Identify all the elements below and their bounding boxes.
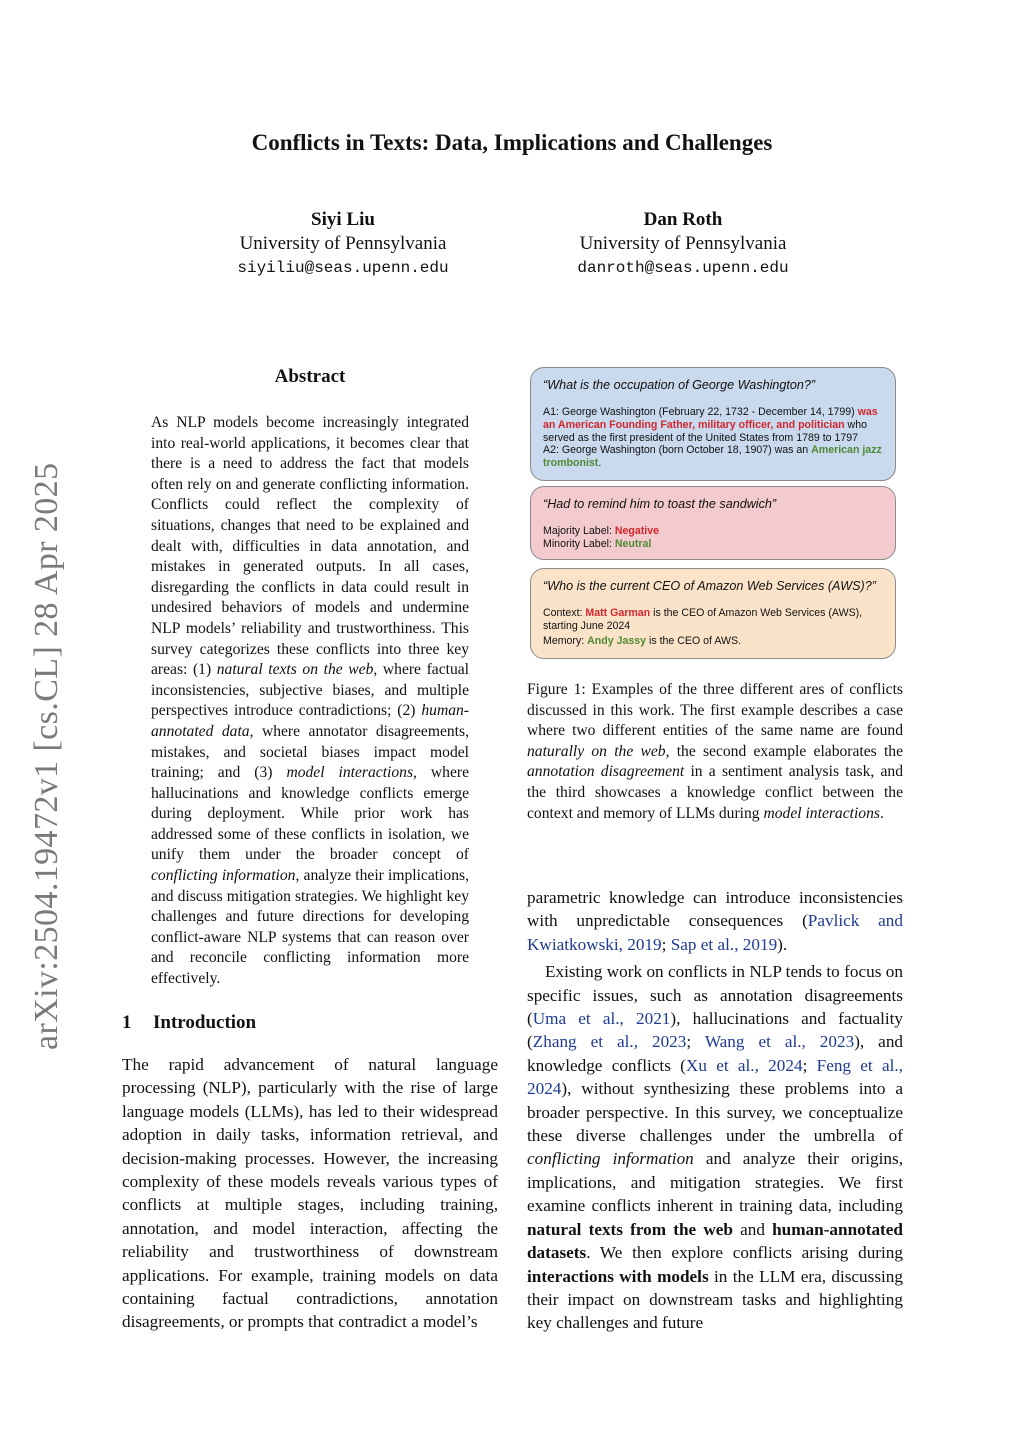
author-name: Dan Roth <box>643 209 723 230</box>
author-email: danroth@seas.upenn.edu <box>577 259 789 277</box>
arxiv-stamp: arXiv:2504.19472v1 [cs.CL] 28 Apr 2025 <box>28 462 65 1050</box>
author-2 <box>523 208 843 280</box>
abstract-body: As NLP models become increasingly integrated into real-world applications, it becomes clear that there is a need to address the fact that models often rely on and generate conflicting information. Conflicts could reflect the complexity of situations, changes that need to be explained and dealt with, difficulties in data annotation, and mistakes in generated outputs. In all cases, disregarding the conflicts in data could result in undesired behaviors of models and undermine NLP models’ reliability and trustworthiness. This survey categorizes these conflicts into three key areas: (1) natural texts on the web, where factual inconsistencies, subjective biases, and multiple perspectives introduce contradictions; (2) human-annotated data, where annotator disagreements, mistakes, and societal biases impact model training; and (3) model interactions, where hallucinations and knowledge conflicts emerge during deployment. While prior work has addressed some of these conflicts in isolation, we unify them under the broader concept of conflicting information, analyze their implications, and discuss mitigation strategies. We highlight key challenges and future directions for developing conflict-aware NLP systems that can reason over and reconcile conflicting information more effectively. <box>151 414 469 988</box>
author-affiliation: University of Pennsylvania <box>239 233 447 254</box>
citation-link[interactable]: Zhang et al., 2023 <box>532 1032 687 1052</box>
author-name: Siyi Liu <box>311 209 375 230</box>
figure-box-annotation: “Had to remind him to toast the sandwich” Majority Label: Negative Minority Label: Neutral <box>530 486 896 560</box>
citation-link[interactable]: Sap et al., 2019 <box>670 934 778 954</box>
section-heading: 1 Introduction <box>122 1012 257 1033</box>
author-affiliation: University of Pennsylvania <box>579 233 787 254</box>
paragraph: Existing work on conflicts in NLP tends to focus on specific issues, such as annotation disagreements (Uma et al., 2021), hallucinations and factuality (Zhang et al., 2023; Wang et al., 2023), and knowledge conflicts (Xu et al., 2024; Feng et al., 2024), without synthesizing these problems into a broader perspective. In this survey, we conceptualize these diverse challenges under the umbrella of conflicting information and analyze their origins, implications, and mitigation strategies. We first examine conflicts inherent in training data, including natural texts from the web and human-annotated datasets. We then explore conflicts arising during interactions with models in the LLM era, discussing their impact on downstream tasks and highlighting key challenges and future <box>527 962 904 1333</box>
author-1 <box>183 208 503 280</box>
citation-link[interactable]: Uma et al., 2021 <box>532 1009 671 1029</box>
citation-link[interactable]: Wang et al., 2023 <box>704 1032 855 1052</box>
abstract-heading: Abstract <box>274 366 346 387</box>
figure-question: “Had to remind him to toast the sandwich” <box>543 497 777 511</box>
figure-box-natural-web: “What is the occupation of George Washington?” A1: George Washington (February 22, 1732 - December 14, 1799) was an American Founding Father, military officer, and politician who served as the first president of the United States from 1789 to 1797 A2: George Washington (born October 18, 1907) was an American jazz trombonist. <box>530 367 896 481</box>
citation-link[interactable]: Xu et al., 2024 <box>685 1055 803 1075</box>
intro-right-column <box>527 886 903 1335</box>
author-email: siyiliu@seas.upenn.edu <box>237 259 449 277</box>
paragraph: parametric knowledge can introduce inconsistencies with unpredictable consequences (Pavlick and Kwiatkowski, 2019; Sap et al., 2019). <box>527 888 903 954</box>
paper-title: Conflicts in Texts: Data, Implications and Challenges <box>251 130 773 155</box>
citation-link[interactable]: Feng et al., 2024 <box>527 1055 903 1099</box>
figure-question: “What is the occupation of George Washington?” <box>543 378 816 392</box>
figure-box-model-interaction: “Who is the current CEO of Amazon Web Services (AWS)?” Context: Matt Garman is the CEO of Amazon Web Services (AWS), starting June 2024 Memory: Andy Jassy is the CEO of AWS. <box>530 568 896 659</box>
intro-left-column: The rapid advancement of natural language processing (NLP), particularly with the rise of large language models (LLMs), has led to their widespread adoption in daily tasks, information retrieval, and decision-making processes. However, the increasing complexity of these models reveals various types of conflicts at multiple stages, including training, annotation, and model interaction, affecting the reliability and trustworthiness of downstream applications. For example, training models on data containing factual contradictions, annotation disagreements, or prompts that contradict a model’s <box>122 1055 498 1332</box>
figure-caption: Figure 1: Examples of the three different ares of conflicts discussed in this work. The first example describes a case where two different entities of the same name are found naturally on the web, the second example elaborates the annotation disagreement in a sentiment analysis task, and the third showcases a knowledge conflict between the context and memory of LLMs during model interactions. <box>527 681 903 822</box>
figure-question: “Who is the current CEO of Amazon Web Services (AWS)?” <box>543 579 876 593</box>
citation-link[interactable]: Pavlick and Kwiatkowski, 2019 <box>527 911 903 954</box>
